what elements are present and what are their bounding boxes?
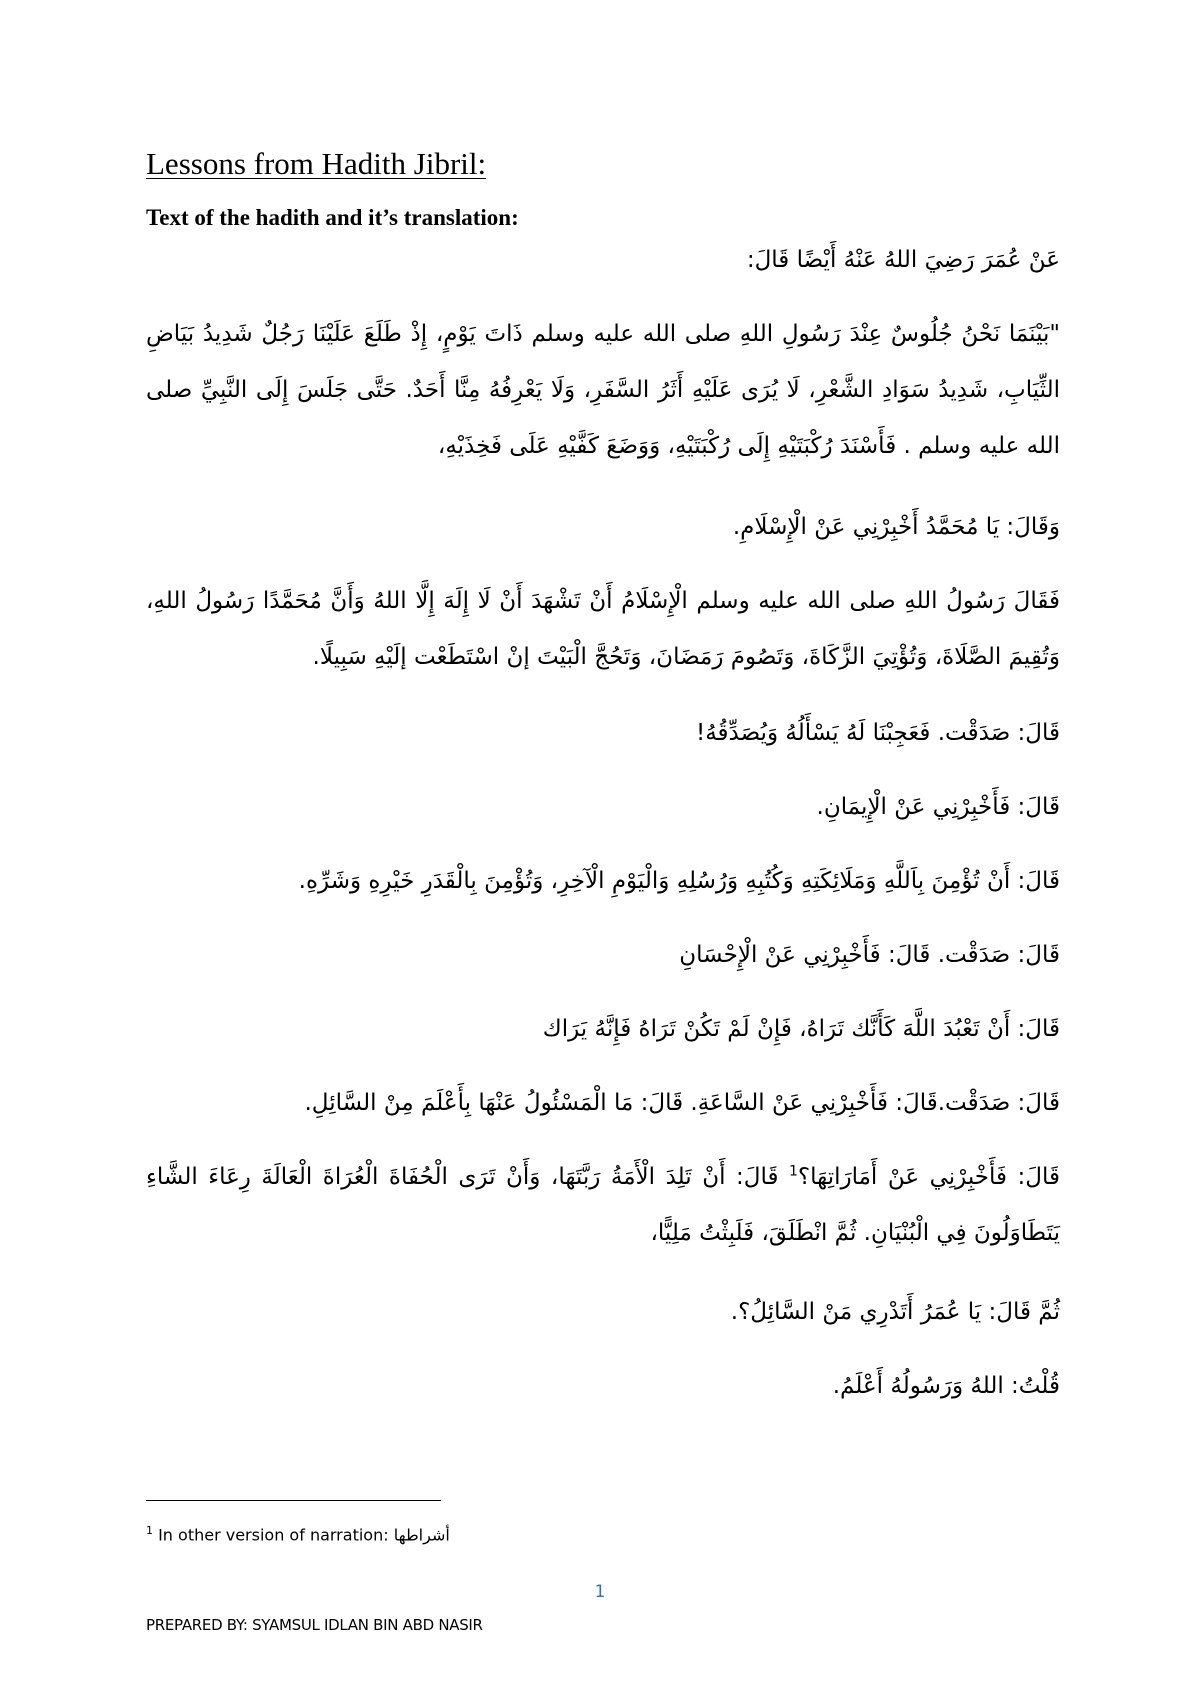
hadith-question-islam: وَقَالَ: يَا مُحَمَّدُ أَخْبِرْنِي عَنْ الْإِسْلَامِ. xyxy=(732,514,1060,540)
hadith-question-hour: قَالَ: صَدَقْت.قَالَ: فَأَخْبِرْنِي عَنْ السَّاعَةِ. قَالَ: مَا الْمَسْئُولُ عَنْهَا بِأَعْلَمَ مِنْ السَّائِلِ. xyxy=(304,1090,1060,1116)
hadith-question-iman: قَالَ: فَأَخْبِرْنِي عَنْ الْإِيمَانِ. xyxy=(816,794,1060,820)
hadith-narrator-line: عَنْ عُمَرَ رَضِيَ اللهُ عَنْهُ أَيْضًا قَالَ: xyxy=(746,247,1060,273)
footnote xyxy=(146,1524,450,1544)
hadith-answer-ihsan: قَالَ: أَنْ تَعْبُدَ اللَّهَ كَأَنَّك تَرَاهُ، فَإِنْ لَمْ تَكُنْ تَرَاهُ فَإِنَّهُ يَرَاك xyxy=(542,1016,1060,1042)
signs-question: قَالَ: فَأَخْبِرْنِي عَنْ أَمَارَاتِهَا؟ xyxy=(797,1164,1060,1190)
footnote-divider xyxy=(146,1500,441,1501)
hadith-paragraph-opening: "بَيْنَمَا نَحْنُ جُلُوسٌ عِنْدَ رَسُولِ اللهِ صلى الله عليه وسلم ذَاتَ يَوْمٍ، إِذْ طَلَعَ عَلَيْنَا رَجُلٌ شَدِيدُ بَيَاضِ الثِّيَابِ، شَدِيدُ سَوَادِ الشَّعْرِ، لَا يُرَى عَلَيْهِ أَثَرُ السَّفَرِ، وَلَا يَعْرِفُهُ مِنَّا أَحَدٌ. حَتَّى جَلَسَ إِلَى النَّبِيِّ صلى الله عليه وسلم . فَأَسْنَدَ رُكْبَتَيْهِ إِلَى رُكْبَتَيْهِ، وَوَضَعَ كَفَّيْهِ عَلَى فَخِذَيْهِ، xyxy=(146,321,1060,459)
hadith-answer-islam: فَقَالَ رَسُولُ اللهِ صلى الله عليه وسلم الْإِسْلَامُ أَنْ تَشْهَدَ أَنْ لَا إِلَهَ إِلَّا اللهُ وَأَنَّ مُحَمَّدًا رَسُولُ اللهِ، وَتُقِيمَ الصَّلَاةَ، وَتُؤْتِيَ الزَّكَاةَ، وَتَصُومَ رَمَضَانَ، وَتَحُجَّ الْبَيْتَ إنْ اسْتَطَعْت إلَيْهِ سَبِيلًا. xyxy=(146,588,1060,670)
hadith-who-asked: ثُمَّ قَالَ: يَا عُمَرُ أَتَدْرِي مَنْ السَّائِلُ؟. xyxy=(730,1299,1060,1325)
page-title: Lessons from Hadith Jibril: xyxy=(146,146,487,181)
signs-answer: قَالَ: أَنْ تَلِدَ الْأَمَةُ رَبَّتَهَا، وَأَنْ تَرَى الْحُفَاةَ الْعُرَاةَ الْعَالَةَ رِعَاءَ الشَّاءِ يَتَطَاوَلُونَ فِي الْبُنْيَانِ. ثُمَّ انْطَلَقَ، فَلَبِثْتُ مَلِيًّا، xyxy=(146,1164,1060,1246)
page-number: 1 xyxy=(594,1582,606,1602)
hadith-signs-paragraph xyxy=(146,1149,1060,1261)
hadith-confirmation: قَالَ: صَدَقْت. فَعَجِبْنَا لَهُ يَسْأَلُهُ وَيُصَدِّقُهُ! xyxy=(695,720,1060,746)
hadith-question-ihsan: قَالَ: صَدَقْت. قَالَ: فَأَخْبِرْنِي عَنْ الْإِحْسَانِ xyxy=(679,942,1060,968)
footnote-number: 1 xyxy=(146,1524,153,1537)
footnote-reference[interactable]: 1 xyxy=(788,1163,798,1180)
prepared-by-footer: PREPARED BY: SYAMSUL IDLAN BIN ABD NASIR xyxy=(146,1616,483,1634)
footnote-text: In other version of narration: أشراطها xyxy=(153,1525,450,1545)
section-subtitle: Text of the hadith and it’s translation: xyxy=(146,205,519,230)
hadith-answer-iman: قَالَ: أَنْ تُؤْمِنَ بِاَللَّهِ وَمَلَائِكَتِهِ وَكُتُبِهِ وَرُسُلِهِ وَالْيَوْمِ الْآخِرِ، وَتُؤْمِنَ بِالْقَدَرِ خَيْرِهِ وَشَرِّهِ. xyxy=(298,868,1060,894)
hadith-closing: قُلْتُ: اللهُ وَرَسُولُهُ أَعْلَمُ. xyxy=(832,1373,1060,1399)
